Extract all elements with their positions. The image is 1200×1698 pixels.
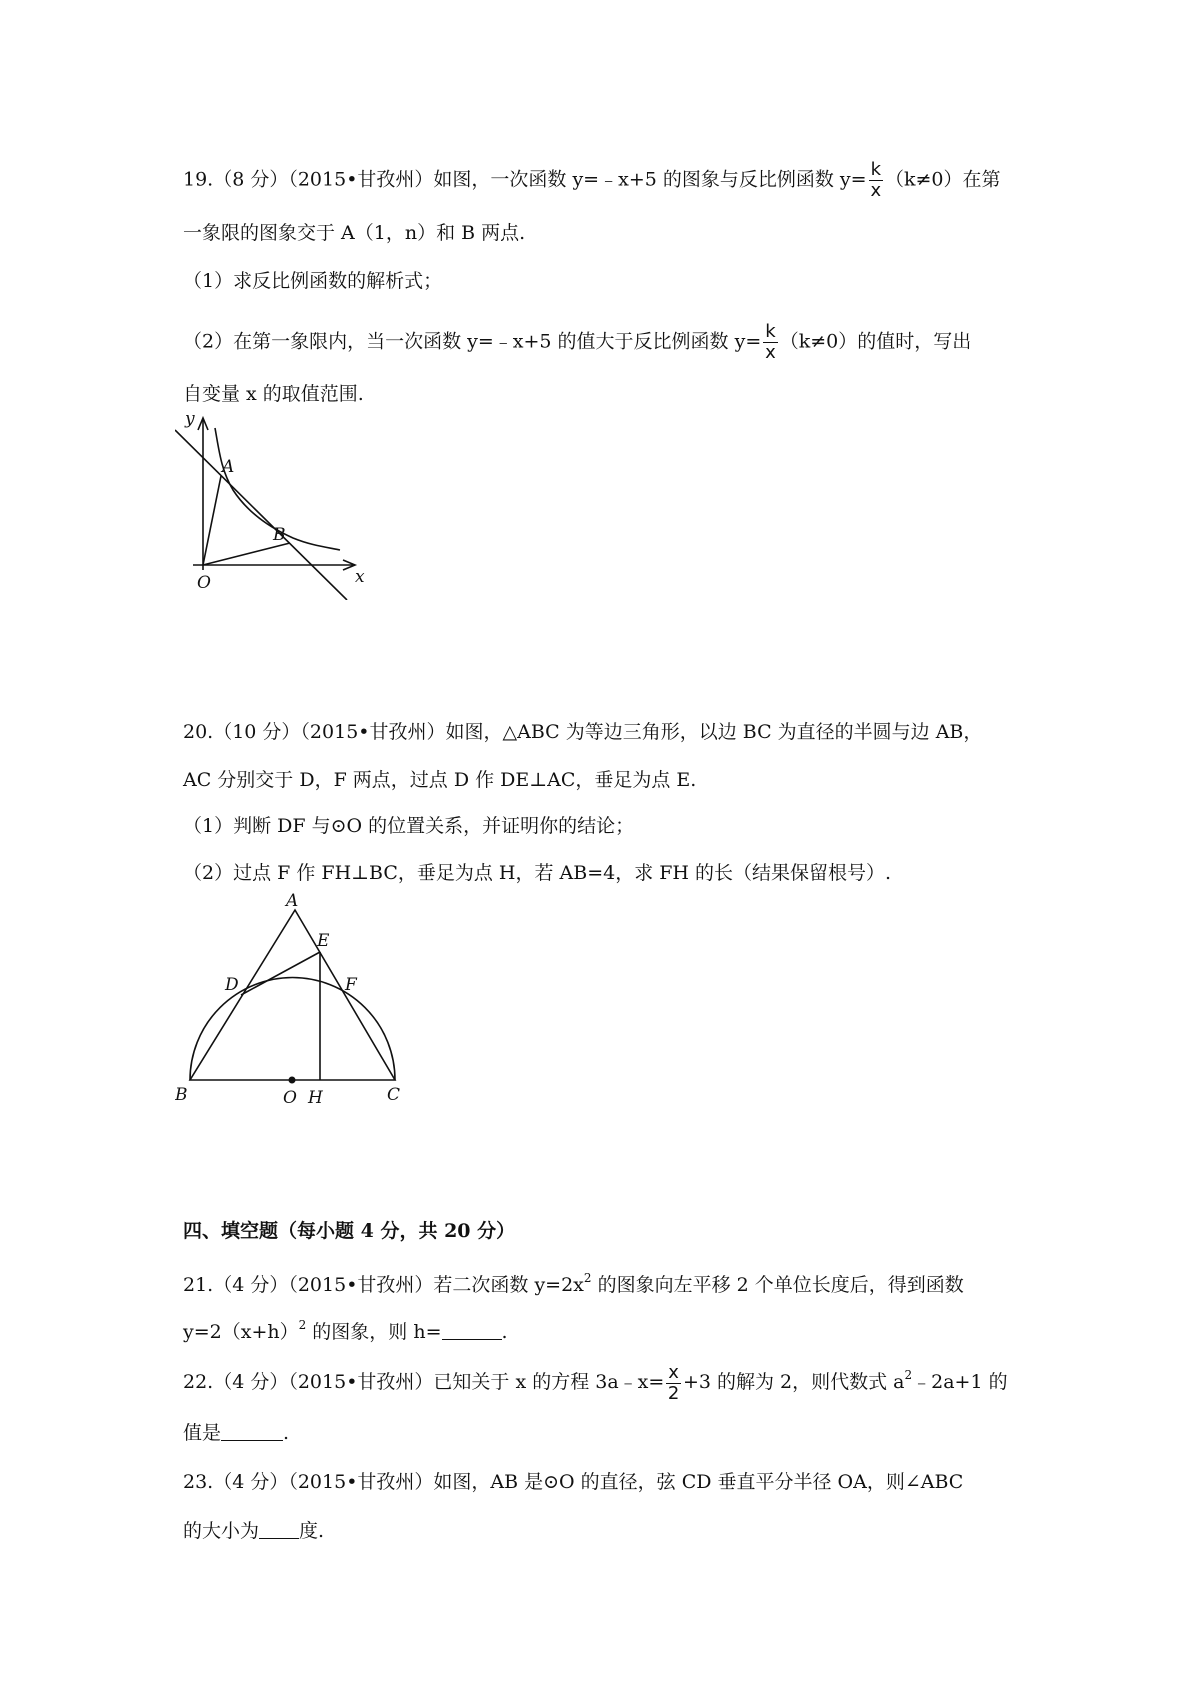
q22-line2-end: . — [283, 1422, 290, 1444]
q20-figure — [175, 890, 415, 1110]
fraction-denominator: 2 — [667, 1382, 680, 1404]
answer-blank[interactable] — [259, 1520, 299, 1539]
q20-line1: 20.（10 分）（2015•甘孜州）如图，△ABC 为等边三角形，以边 BC 为直径的半圆与边 AB， — [183, 721, 983, 743]
fraction-numerator: x — [668, 1361, 679, 1383]
q19-figure — [175, 410, 375, 600]
label-F: F — [345, 975, 357, 995]
label-D: D — [225, 975, 239, 995]
q22-line1-mid: +3 的解为 2，则代数式 a — [682, 1371, 905, 1393]
q19-line1-text: 19.（8 分）（2015•甘孜州）如图，一次函数 y=﹣x+5 的图象与反比例函数 y= — [183, 168, 867, 191]
segment-DE — [241, 952, 320, 995]
label-O: O — [197, 573, 211, 593]
q23-line2-tail: 度. — [299, 1520, 325, 1542]
q21-line2-text: y=2（x+h） — [183, 1321, 299, 1343]
q22-line1-tail: ﹣2a+1 的 — [912, 1371, 1008, 1393]
q23-line1: 23.（4 分）（2015•甘孜州）如图，AB 是⊙O 的直径，弦 CD 垂直平分半径 OA，则∠ABC — [183, 1471, 964, 1493]
exponent: 2 — [904, 1368, 913, 1382]
label-C: C — [387, 1085, 401, 1105]
q22-line2 — [183, 1420, 289, 1446]
label-H: H — [308, 1088, 323, 1108]
fraction-denominator: x — [870, 180, 882, 201]
q21-line2 — [183, 1312, 508, 1345]
q21-line1-text: 21.（4 分）（2015•甘孜州）若二次函数 y=2x — [183, 1274, 584, 1296]
label-A: A — [286, 891, 299, 911]
answer-blank[interactable] — [221, 1422, 283, 1441]
q19-fraction-k-over-x — [869, 160, 883, 201]
label-x: x — [355, 567, 365, 587]
triangle-ABC — [190, 910, 395, 1080]
q22-line1-text: 22.（4 分）（2015•甘孜州）已知关于 x 的方程 3a﹣x= — [183, 1371, 665, 1393]
q19-part2 — [183, 322, 971, 363]
q19-line2: 一象限的图象交于 A（1，n）和 B 两点. — [183, 222, 526, 244]
label-y: y — [185, 410, 195, 429]
q20-line2: AC 分别交于 D，F 两点，过点 D 作 DE⊥AC，垂足为点 E. — [183, 769, 697, 791]
q21-line1 — [183, 1265, 964, 1298]
q23-line2 — [183, 1518, 324, 1544]
fraction-numerator: k — [765, 321, 776, 342]
q19-line1-tail: （k≠0）在第 — [885, 168, 1001, 191]
q21-line2-end: . — [501, 1321, 508, 1343]
exponent: 2 — [298, 1318, 307, 1332]
q19-part1: （1）求反比例函数的解析式； — [183, 270, 443, 292]
fraction-numerator: k — [870, 159, 881, 180]
q23-line2-text: 的大小为 — [183, 1520, 260, 1542]
segment-OA — [203, 476, 221, 565]
label-A: A — [222, 457, 235, 477]
q20-part1: （1）判断 DF 与⊙O 的位置关系，并证明你的结论； — [183, 815, 635, 837]
center-point-O — [289, 1077, 296, 1084]
segment-OB — [203, 543, 290, 565]
label-B: B — [175, 1085, 188, 1105]
label-O: O — [283, 1088, 297, 1108]
q19-part2-tail: （k≠0）的值时，写出 — [779, 330, 972, 353]
q21-line2-mid: 的图象，则 h= — [306, 1321, 442, 1343]
q19-line1 — [183, 160, 1001, 201]
q19-line5: 自变量 x 的取值范围. — [183, 383, 364, 405]
exponent: 2 — [583, 1271, 592, 1285]
section-heading: 四、填空题（每小题 4 分，共 20 分） — [183, 1220, 516, 1242]
q22-fraction-x-over-2 — [666, 1363, 681, 1404]
answer-blank[interactable] — [442, 1321, 502, 1340]
q20-part2: （2）过点 F 作 FH⊥BC，垂足为点 H，若 AB=4，求 FH 的长（结果保留根号）. — [183, 862, 892, 884]
q19-part2-text: （2）在第一象限内，当一次函数 y=﹣x+5 的值大于反比例函数 y= — [183, 330, 762, 353]
label-E: E — [317, 931, 330, 951]
fraction-denominator: x — [765, 342, 776, 363]
q22-line2-text: 值是 — [183, 1422, 222, 1444]
q19-fraction-k-over-x-2 — [763, 322, 777, 363]
q21-line1-tail: 的图象向左平移 2 个单位长度后，得到函数 — [591, 1274, 964, 1296]
label-B: B — [273, 525, 286, 545]
q22-line1 — [183, 1362, 1008, 1404]
